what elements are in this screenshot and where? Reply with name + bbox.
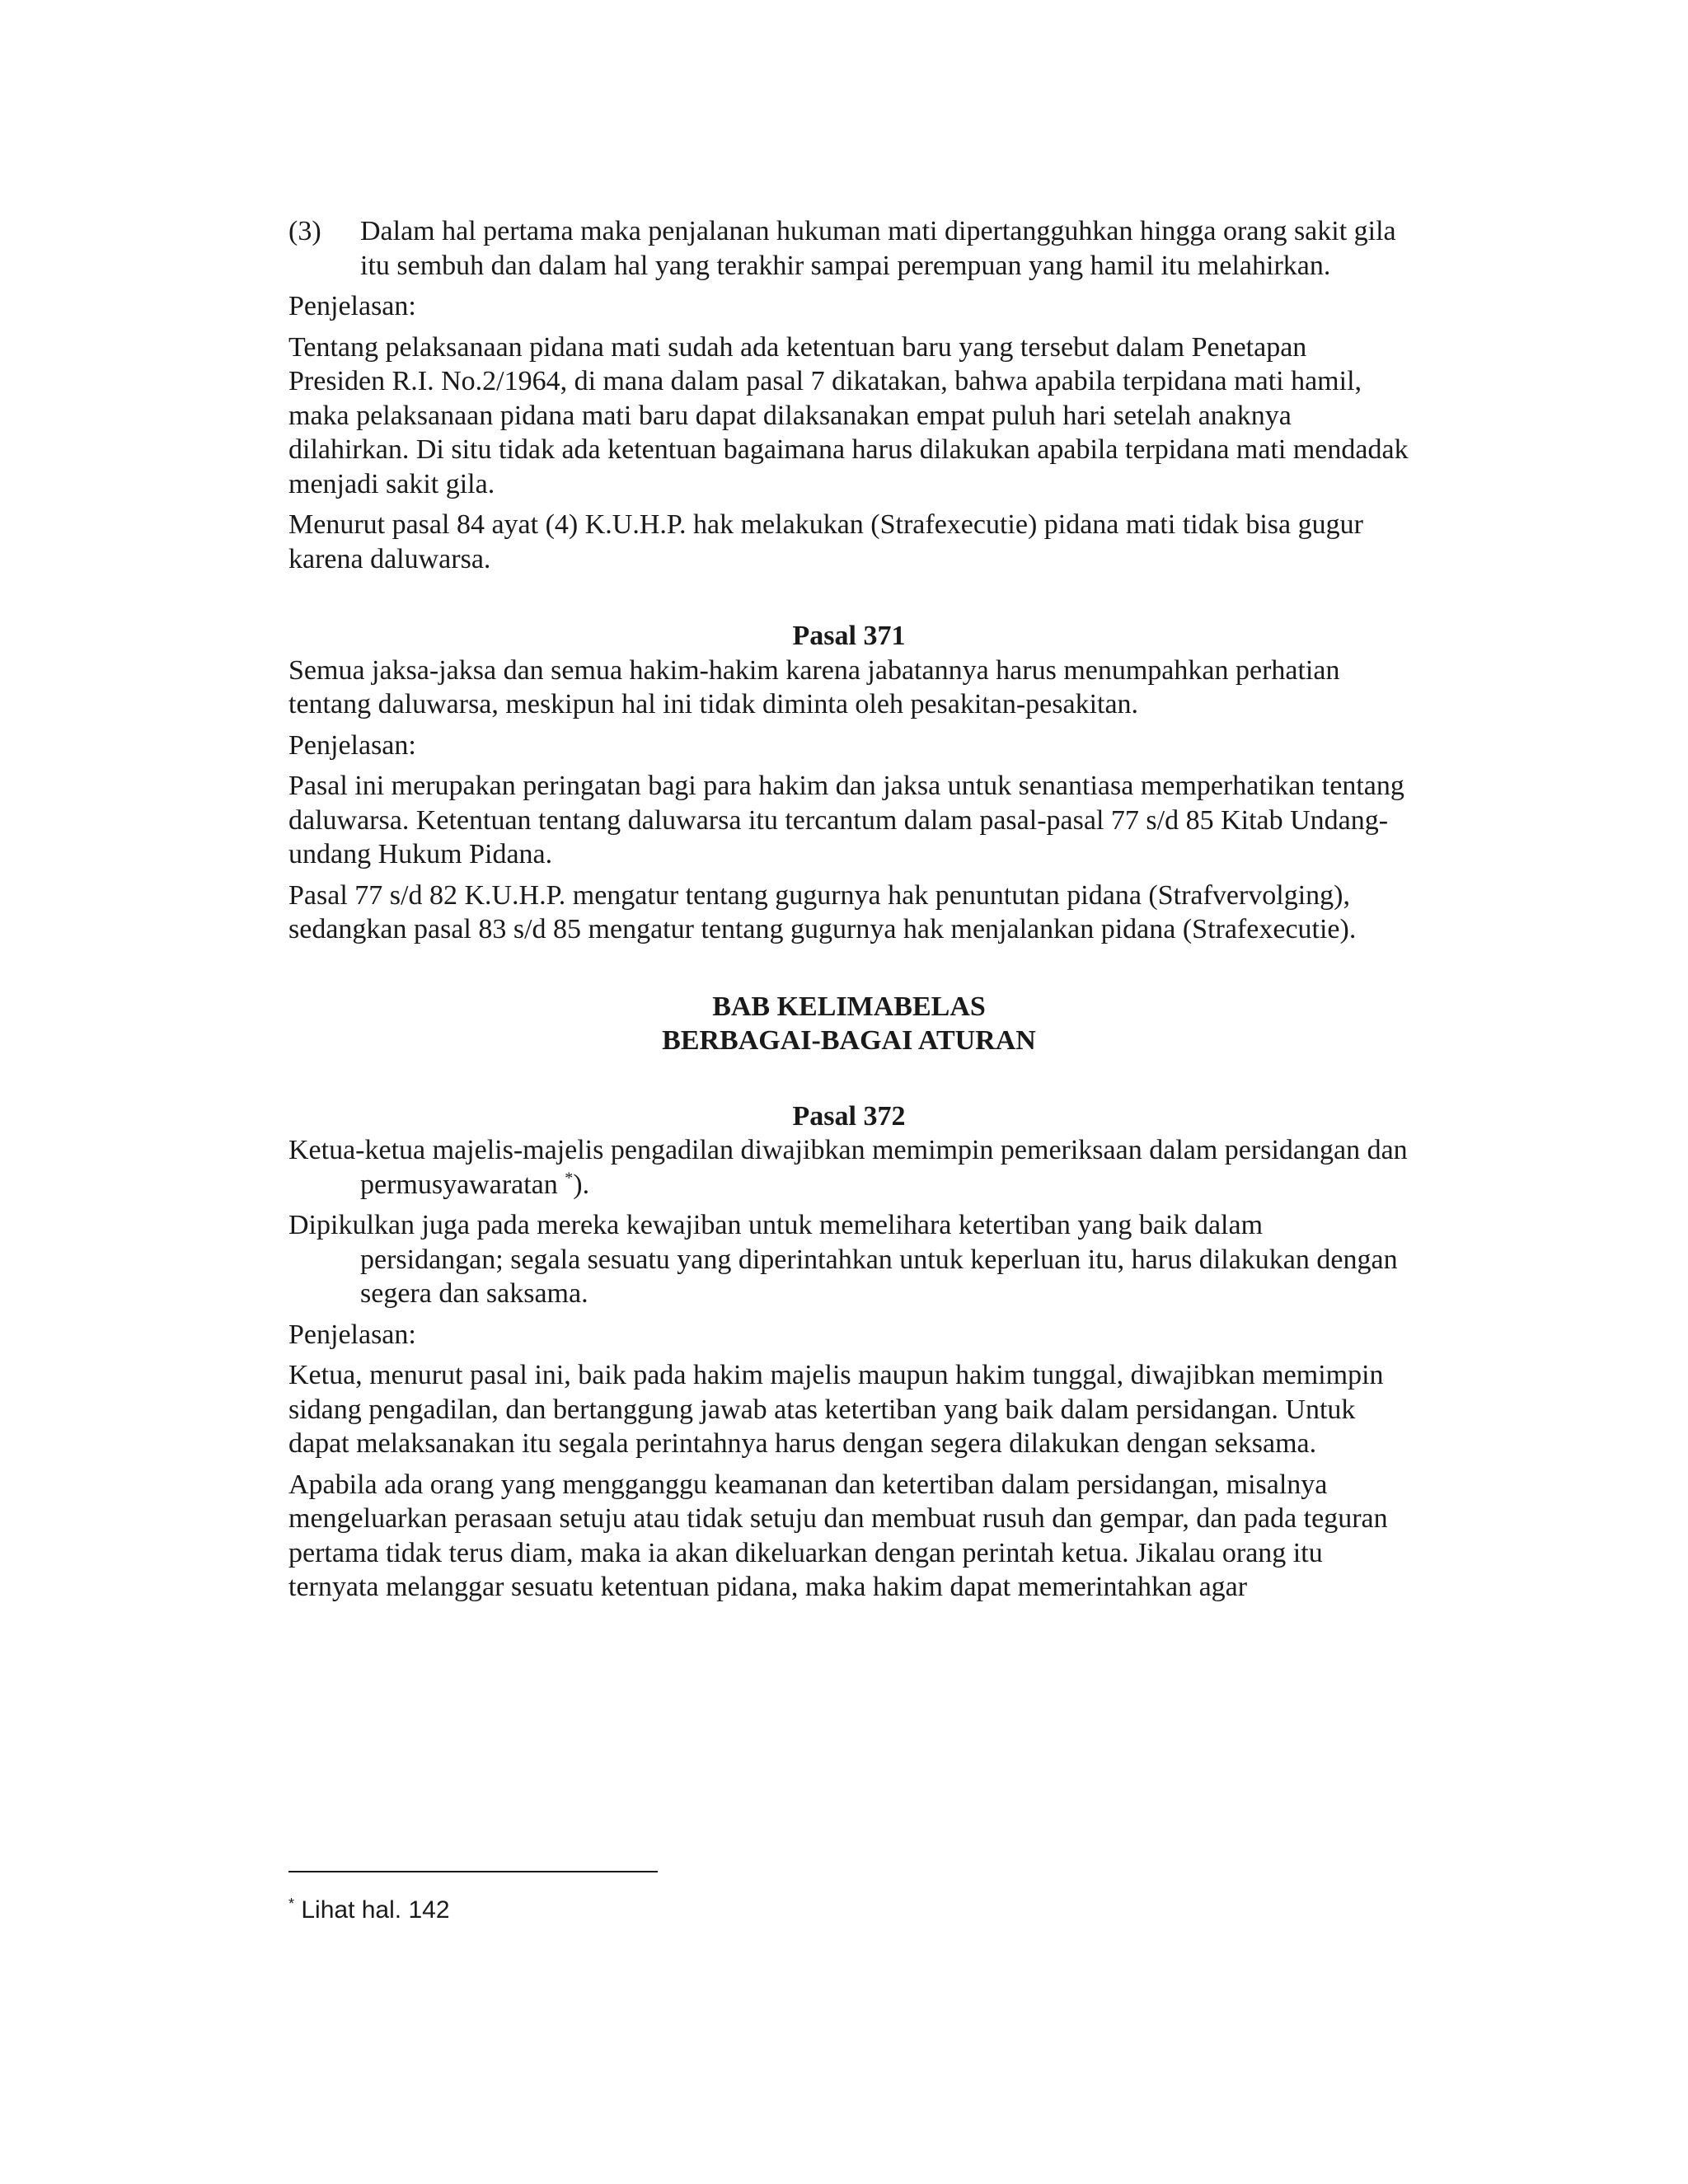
chapter-heading: BAB KELIMABELAS bbox=[712, 991, 986, 1022]
article-heading-372: Pasal 372 bbox=[792, 1100, 906, 1132]
item-text: Dalam hal pertama maka penjalanan hukuman mati dipertangguhkan hingga orang sakit gila itu sembuh dan dalam hal yang terakhir sampai perempuan yang hamil itu melahirkan. bbox=[360, 216, 1396, 281]
article-paragraph-end: ). bbox=[573, 1169, 590, 1200]
article-paragraph: Dipikulkan juga pada mereka kewajiban untuk memelihara ketertiban yang baik dalam persidangan; segala sesuatu yang diperintahkan untuk keperluan itu, harus dilakukan dengan segera dan saksama. bbox=[288, 1210, 1398, 1309]
explanation-label: Penjelasan: bbox=[288, 729, 416, 761]
numbered-item-3 bbox=[288, 214, 1409, 283]
article-heading-371: Pasal 371 bbox=[792, 621, 906, 651]
paragraph: Pasal 77 s/d 82 K.U.H.P. mengatur tentang gugurnya hak penuntutan pidana (Strafvervolging), sedangkan pasal 83 s/d 85 mengatur tentang gugurnya hak menjalankan pidana (Strafexecutie). bbox=[288, 879, 1357, 944]
article-text: Semua jaksa-jaksa dan semua hakim-hakim karena jabatannya harus menumpahkan perhatian tentang daluwarsa, meskipun hal ini tidak diminta oleh pesakitan-pesakitan. bbox=[288, 654, 1340, 719]
item-number: (3) bbox=[288, 216, 321, 246]
paragraph: Pasal ini merupakan peringatan bagi para hakim dan jaksa untuk senantiasa memperhatikan tentang daluwarsa. Ketentuan tentang daluwarsa itu tercantum dalam pasal-pasal 77 s/d 85 Kitab Undang-undang Hukum Pidana. bbox=[288, 771, 1404, 869]
footnote bbox=[288, 1896, 450, 1925]
article-paragraph-text: Ketua-ketua majelis-majelis pengadilan diwajibkan memimpin pemeriksaan dalam persidangan dan permusyawaratan bbox=[288, 1135, 1408, 1200]
footnote-divider bbox=[288, 1871, 658, 1872]
footnote-mark: * bbox=[288, 1896, 295, 1912]
paragraph: Tentang pelaksanaan pidana mati sudah ada ketentuan baru yang tersebut dalam Penetapan Presiden R.I. No.2/1964, di mana dalam pasal 7 dikatakan, bahwa apabila terpidana mati hamil, maka pelaksanaan pidana mati baru dapat dilaksanakan empat puluh hari setelah anaknya dilahirkan. Di situ tidak ada ketentuan bagaimana harus dilakukan apabila terpidana mati mendadak menjadi sakit gila. bbox=[288, 331, 1409, 499]
footnote-reference: * bbox=[565, 1169, 574, 1188]
article-paragraph bbox=[288, 1133, 1409, 1202]
page-body bbox=[288, 214, 1409, 1611]
explanation-label: Penjelasan: bbox=[288, 291, 416, 321]
paragraph: Menurut pasal 84 ayat (4) K.U.H.P. hak melakukan (Strafexecutie) pidana mati tidak bisa gugur karena daluwarsa. bbox=[288, 509, 1363, 574]
chapter-subheading: BERBAGAI-BAGAI ATURAN bbox=[662, 1025, 1036, 1056]
footnote-text: Lihat hal. 142 bbox=[294, 1896, 450, 1924]
explanation-label: Penjelasan: bbox=[288, 1319, 416, 1350]
paragraph: Ketua, menurut pasal ini, baik pada hakim majelis maupun hakim tunggal, diwajibkan memimpin sidang pengadilan, dan bertanggung jawab atas ketertiban yang baik dalam persidangan. Untuk dapat melaksanakan itu segala perintahnya harus dengan segera dilakukan dengan seksama. bbox=[288, 1360, 1384, 1459]
paragraph: Apabila ada orang yang mengganggu keamanan dan ketertiban dalam persidangan, misalnya mengeluarkan perasaan setuju atau tidak setuju dan membuat rusuh dan gempar, dan pada teguran pertama tidak terus diam, maka ia akan dikeluarkan dengan perintah ketua. Jikalau orang itu ternyata melanggar sesuatu ketentuan pidana, maka hakim dapat memerintahkan agar bbox=[288, 1469, 1388, 1602]
